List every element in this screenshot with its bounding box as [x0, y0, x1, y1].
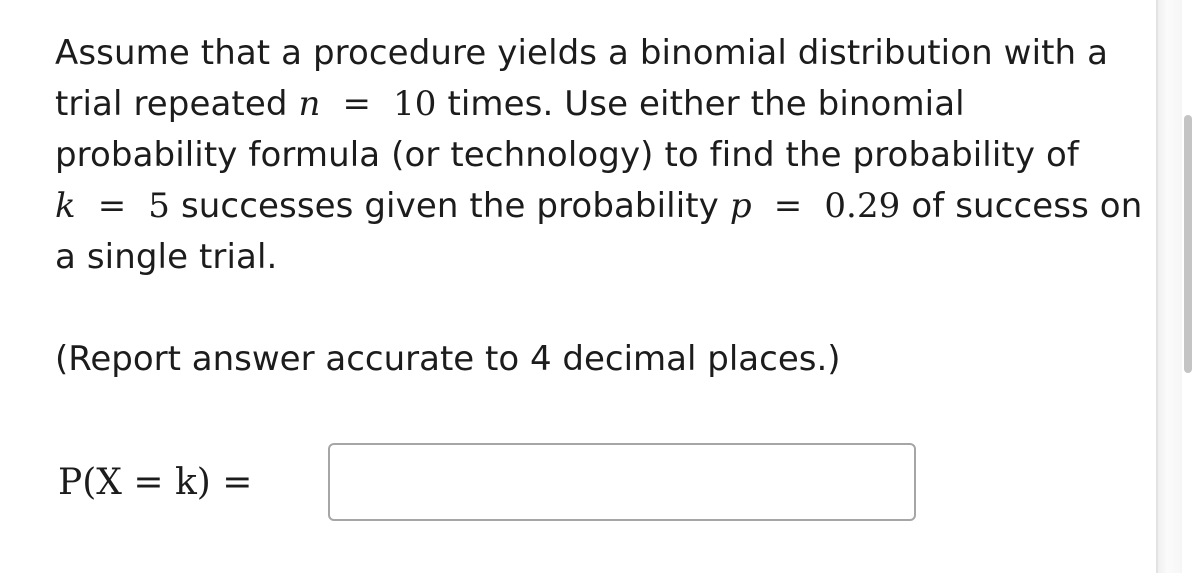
scrollbar-thumb[interactable] — [1184, 115, 1192, 373]
n-variable: n — [298, 84, 321, 124]
answer-label: P(X = k) = — [58, 461, 253, 503]
question-line-1 — [55, 28, 1145, 79]
answer-input[interactable] — [328, 443, 916, 521]
question-line-2-suffix: times. Use either the binomial — [436, 84, 965, 124]
p-value: 0.29 — [824, 186, 901, 226]
p-variable: p — [729, 186, 752, 226]
equals-sign: = — [342, 84, 372, 124]
question-text — [55, 28, 1145, 283]
question-line-3 — [55, 130, 1145, 181]
question-line-5-text: a single trial. — [55, 237, 278, 277]
question-line-2-prefix: trial repeated — [55, 84, 288, 124]
k-variable: k — [55, 186, 76, 226]
k-value: 5 — [148, 186, 171, 226]
question-line-5 — [55, 232, 1145, 283]
equals-sign: = — [97, 186, 127, 226]
answer-row — [58, 441, 916, 523]
question-line-3-text: probability formula (or technology) to find the probability of — [55, 135, 1079, 175]
question-line-4-suffix: of success on — [900, 186, 1143, 226]
rounding-instruction: (Report answer accurate to 4 decimal places.) — [55, 339, 841, 379]
equals-sign: = — [773, 186, 803, 226]
question-line-4 — [55, 181, 1145, 232]
scrollbar-track[interactable] — [1158, 0, 1182, 573]
question-line-1-text: Assume that a procedure yields a binomial distribution with a — [55, 33, 1109, 73]
question-line-4-middle: successes given the probability — [170, 186, 719, 226]
n-value: 10 — [393, 84, 437, 124]
question-line-2 — [55, 79, 1145, 130]
